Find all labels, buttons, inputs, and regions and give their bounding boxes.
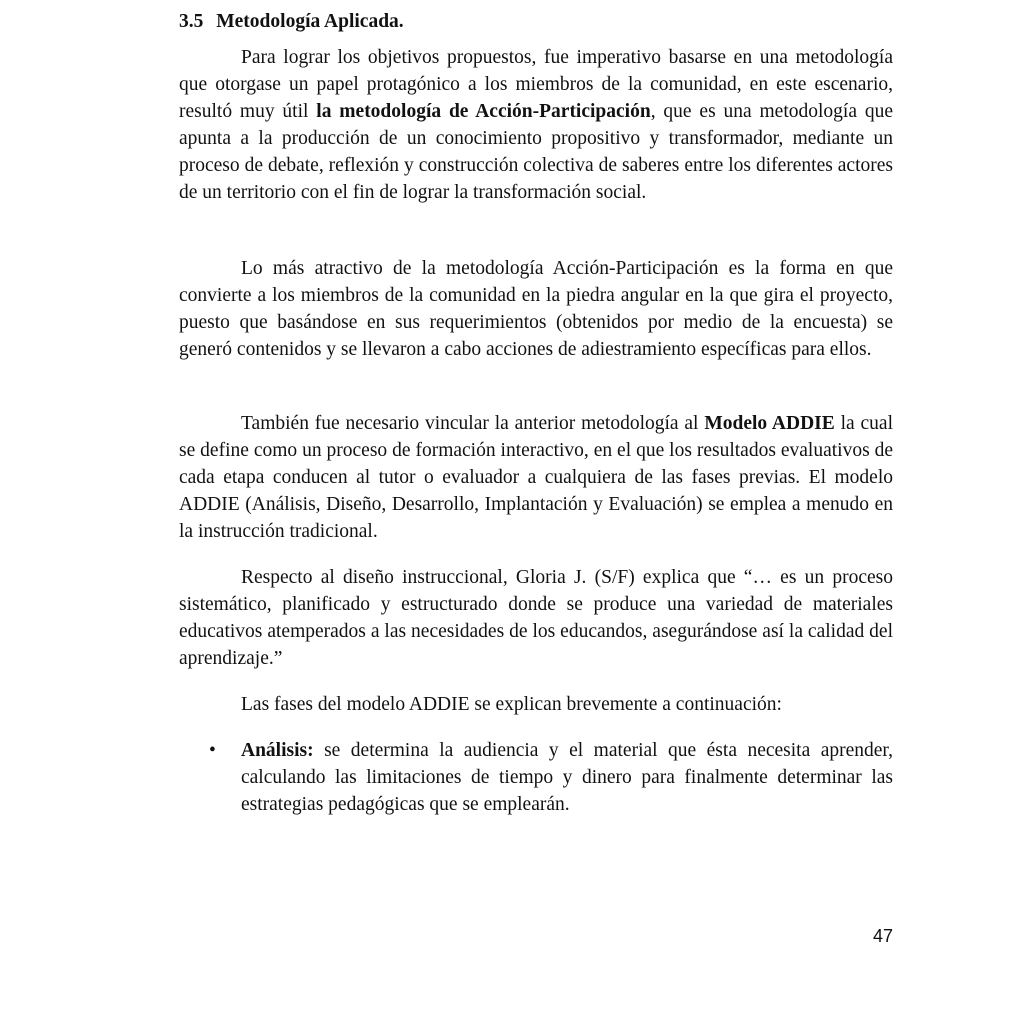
paragraph-addie-phases-intro: Las fases del modelo ADDIE se explican brevemente a continuación: — [241, 694, 782, 715]
page-number: 47 — [873, 926, 894, 946]
paragraph-text: , que es una metodología que apunta a la producción de un conocimiento propositivo y transformador, mediante un proceso de debate, reflexión y construcción colectiva de saberes entre los diferentes actores de un territorio con el fin de lograr la transformación social. — [179, 101, 893, 203]
paragraph-methodology-intro — [179, 44, 893, 206]
paragraph-addie-model — [179, 410, 893, 545]
paragraph-instructional-design-quote: Respecto al diseño instruccional, Gloria J. (S/F) explica que “… es un proceso sistemático, planificado y estructurado donde se produce una variedad de materiales educativos atemperados a las necesidades de los educandos, asegurándose así la calidad del aprendizaje.” — [179, 567, 893, 669]
list-item — [179, 737, 893, 818]
bullet-icon: • — [209, 740, 216, 761]
bold-term-accion-participacion: la metodología de Acción-Participación — [316, 101, 651, 122]
bold-term-modelo-addie: Modelo ADDIE — [704, 413, 835, 434]
section-number: 3.5 — [179, 11, 204, 32]
bullet-text: se determina la audiencia y el material que ésta necesita aprender, calculando las limitaciones de tiempo y dinero para finalmente determinar las estrategias pedagógicas que se emplearán. — [241, 740, 893, 815]
addie-phases-list — [179, 737, 893, 818]
section-heading — [179, 8, 404, 35]
paragraph-text: Para lograr los objetivos propuestos, fue imperativo basarse en una metodología que otorgase un papel protagónico a los miembros de la comunidad, en este escenario, resultó muy útil — [179, 47, 893, 122]
paragraph-text: También fue necesario vincular la anterior metodología al — [241, 413, 705, 434]
section-title: Metodología Aplicada. — [216, 11, 404, 32]
paragraph-text: la cual se define como un proceso de formación interactivo, en el que los resultados evaluativos de cada etapa conducen al tutor o evaluador a cualquiera de las fases previas. El modelo ADDIE (Análisis, Diseño, Desarrollo, Implantación y Evaluación) se emplea a menudo en la instrucción tradicional. — [179, 413, 893, 542]
bullet-term: Análisis: — [241, 740, 314, 761]
paragraph-attractive-aspect: Lo más atractivo de la metodología Acción-Participación es la forma en que convierte a los miembros de la comunidad en la piedra angular en la que gira el proyecto, puesto que basándose en sus requerimientos (obtenidos por medio de la encuesta) se generó contenidos y se llevaron a cabo acciones de adiestramiento específicas para ellos. — [179, 258, 893, 360]
